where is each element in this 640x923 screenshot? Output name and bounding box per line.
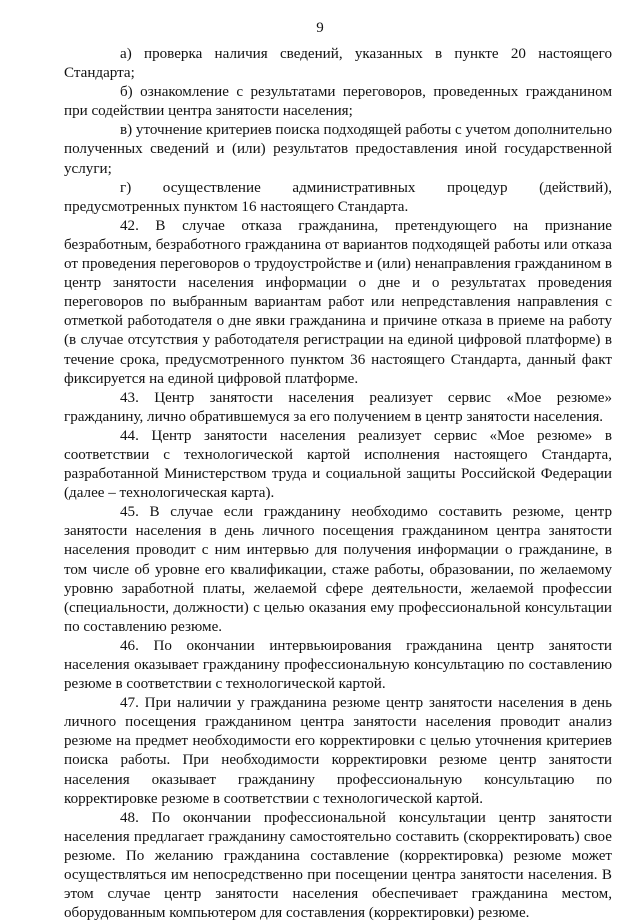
- paragraph-item-a: а) проверка наличия сведений, указанных в пункте 20 настоящего Стандарта;: [64, 46, 612, 82]
- paragraph-clause-44: 44. Центр занятости населения реализует сервис «Мое резюме» в соответствии с технологической картой исполнения настоящего Стандарта, разработанной Министерством труда и социальной защиты Российской Федерации (далее – технологическая карта).: [64, 427, 612, 502]
- paragraph-item-b: б) ознакомление с результатами переговоров, проведенных гражданином при содействии центра занятости населения;: [64, 84, 612, 120]
- document-body: [64, 45, 612, 923]
- page-number: 9: [316, 20, 324, 36]
- paragraph-clause-45: 45. В случае если гражданину необходимо составить резюме, центр занятости населения в день личного посещения гражданином центра занятости населения проводит с ним интервью для получения информации о гражданине, в том числе об уровне его квалификации, стаже работы, образовании, по желаемому уровню заработной платы, желаемой сфере деятельности, желаемой профессии (специальности, должности) с целью оказания ему профессиональной консультации по составлению резюме.: [64, 504, 612, 635]
- paragraph-clause-43: 43. Центр занятости населения реализует сервис «Мое резюме» гражданину, лично обратившемуся за его получением в центр занятости населения.: [64, 389, 612, 425]
- paragraph-item-g: г) осуществление административных процедур (действий), предусмотренных пунктом 16 настоящего Стандарта.: [64, 179, 612, 215]
- paragraph-clause-48: 48. По окончании профессиональной консультации центр занятости населения предлагает гражданину самостоятельно составить (скорректировать) свое резюме. По желанию гражданина составление (корректировка) резюме может осуществляться им непосредственно при посещении центра занятости населения. В этом случае центр занятости населения обеспечивает гражданина местом, оборудованным компьютером для составления (корректировки) резюме.: [64, 809, 612, 922]
- paragraph-clause-47: 47. При наличии у гражданина резюме центр занятости населения в день личного посещения гражданином центра занятости населения проводит анализ резюме на предмет необходимости его корректировки с целью уточнения критериев поиска работы. При необходимости корректировки резюме центр занятости населения оказывает гражданину профессиональную консультацию по корректировке резюме в соответствии с технологической картой.: [64, 695, 612, 807]
- paragraph-clause-42: 42. В случае отказа гражданина, претендующего на признание безработным, безработного гражданина от вариантов подходящей работы или отказа от проведения переговоров о трудоустройстве и (или) ненаправления гражданином в центр занятости населения информации о дне и о результатах проведения переговоров по выбранным вариантам работ или непредставления направления с отметкой работодателя о дне явки гражданина и причине отказа в приеме на работу (в случае отсутствия у работодателя регистрации на единой цифровой платформе) в течение срока, предусмотренного пунктом 36 настоящего Стандарта, данный факт фиксируется на единой цифровой платформе.: [64, 217, 612, 387]
- paragraph-item-v: в) уточнение критериев поиска подходящей работы с учетом дополнительно полученных сведений и (или) результатов предоставления иной государственной услуги;: [64, 122, 612, 177]
- paragraph-clause-46: 46. По окончании интервьюирования гражданина центр занятости населения оказывает гражданину профессиональную консультацию по составлению резюме в соответствии с технологической картой.: [64, 637, 612, 693]
